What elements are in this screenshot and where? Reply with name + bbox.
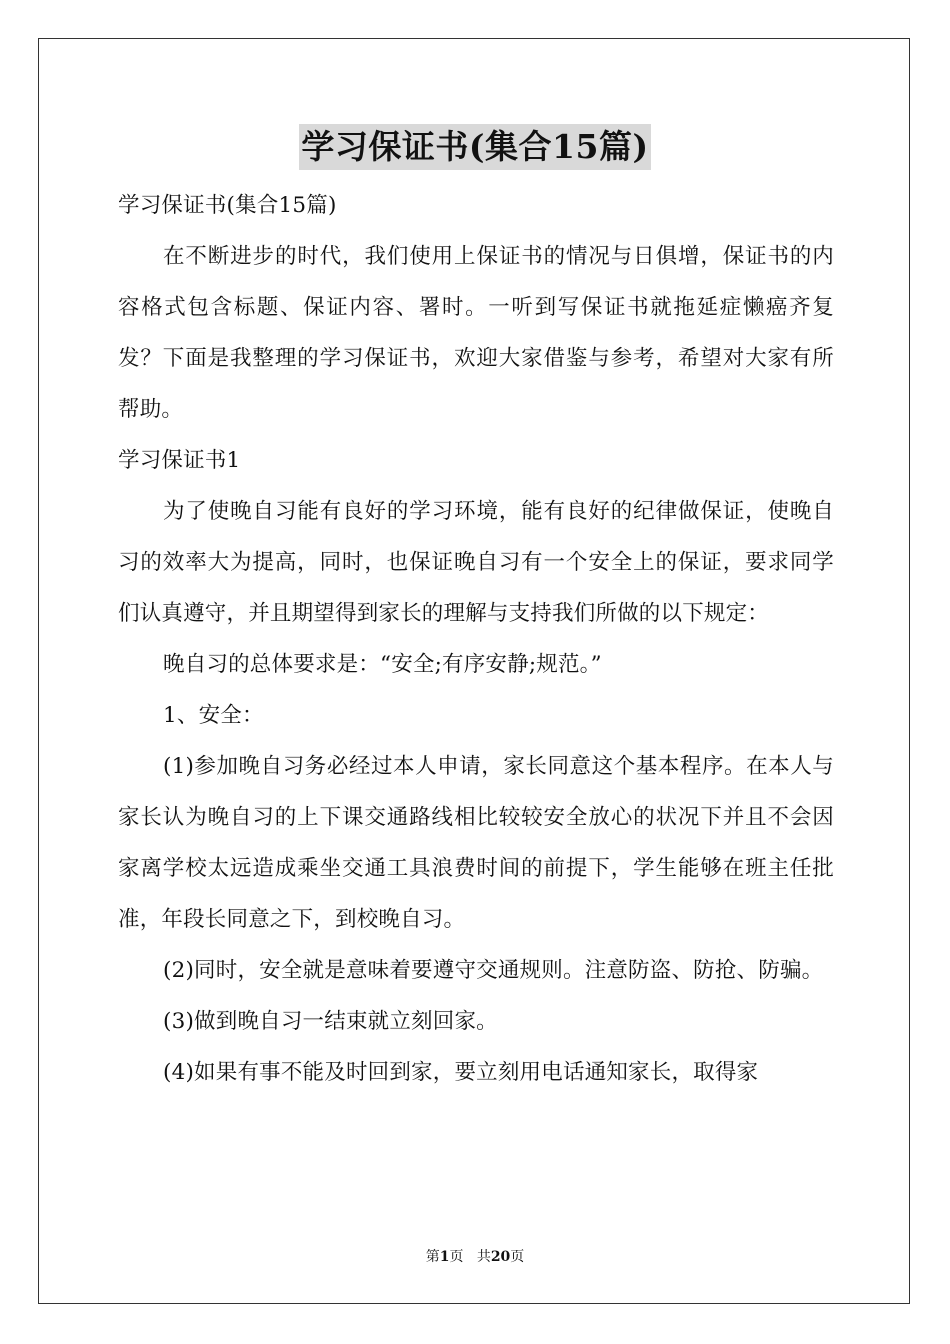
- paragraph-intro: 在不断进步的时代，我们使用上保证书的情况与日俱增，保证书的内容格式包含标题、保证内容、署时。一听到写保证书就拖延症懒癌齐复发？下面是我整理的学习保证书，欢迎大家借鉴与参考，希望对大家有所帮助。: [118, 244, 834, 422]
- document-body: [118, 180, 834, 1098]
- list-item: (1)参加晚自习务必经过本人申请，家长同意这个基本程序。在本人与家长认为晚自习的上下课交通路线相比较较安全放心的状况下并且不会因家离学校太远造成乘坐交通工具浪费时间的前提下，学生能够在班主任批准，年段长同意之下，到校晚自习。: [118, 754, 834, 932]
- paragraph: 晚自习的总体要求是：“安全;有序安静;规范。”: [163, 652, 602, 677]
- paragraph: 为了使晚自习能有良好的学习环境，能有良好的纪律做保证，使晚自习的效率大为提高，同时，也保证晚自习有一个安全上的保证，要求同学们认真遵守，并且期望得到家长的理解与支持我们所做的以下规定：: [118, 499, 834, 626]
- list-item: (3)做到晚自习一结束就立刻回家。: [163, 1009, 498, 1034]
- section-heading: 学习保证书1: [118, 448, 241, 473]
- list-item: (4)如果有事不能及时回到家，要立刻用电话通知家长，取得家: [163, 1060, 759, 1085]
- document-title: 学习保证书(集合15篇): [299, 124, 650, 170]
- footer-page-suffix: 页: [449, 1249, 464, 1265]
- footer-total-pages: 20: [490, 1249, 511, 1265]
- footer-total-suffix: 页: [510, 1249, 525, 1265]
- paragraph-subtitle: 学习保证书(集合15篇): [118, 193, 337, 218]
- page-footer: [0, 1246, 950, 1266]
- footer-page-number: 1: [439, 1249, 450, 1265]
- title-container: [0, 124, 950, 170]
- footer-page-prefix: 第: [425, 1249, 440, 1265]
- list-heading: 1、安全：: [163, 703, 264, 728]
- list-item: (2)同时，安全就是意味着要遵守交通规则。注意防盗、防抢、防骗。: [163, 958, 824, 983]
- footer-total-prefix: 共: [476, 1249, 491, 1265]
